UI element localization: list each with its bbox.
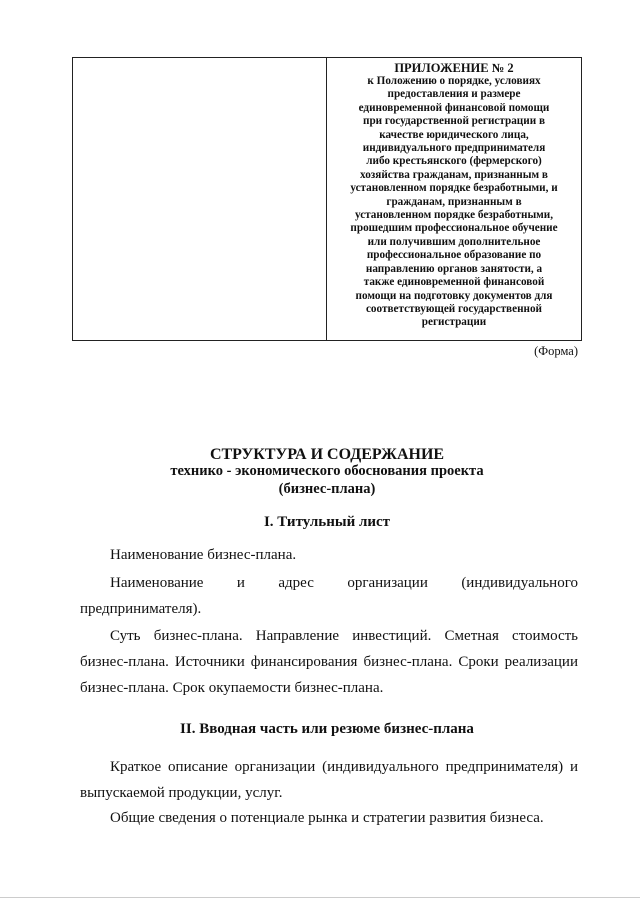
appendix-line: профессиональное образование по: [366, 249, 542, 262]
section-1-paragraph-2-line-2: предпринимателя).: [80, 601, 202, 617]
appendix-line: гражданам, признанным в: [386, 195, 522, 208]
appendix-line: установленном порядке безработными, и: [350, 182, 558, 195]
appendix-table: [72, 57, 582, 341]
appendix-line: предоставления и размере: [387, 88, 521, 101]
appendix-line: установленном порядке безработными,: [354, 209, 554, 222]
appendix-title: ПРИЛОЖЕНИЕ № 2: [394, 61, 514, 75]
appendix-line: индивидуального предпринимателя: [362, 142, 546, 155]
appendix-line: при государственной регистрации в: [363, 115, 545, 128]
appendix-line: хозяйства гражданам, признанным в: [360, 168, 548, 181]
appendix-line: прошедшим профессиональное обучение: [350, 222, 558, 235]
appendix-line: качестве юридического лица,: [379, 128, 529, 141]
page-edge-line: [0, 897, 640, 898]
appendix-line: единовременной финансовой помощи: [358, 101, 550, 114]
section-1-paragraph-3: Суть бизнес-плана. Направление инвестиций. Сметная стоимость бизнес-плана. Источники финансирования бизнес-плана. Сроки реализации бизнес-плана. Срок окупаемости бизнес-плана.: [80, 628, 578, 696]
appendix-caption: [327, 58, 581, 340]
appendix-line: направлению органов занятости, а: [365, 262, 543, 275]
appendix-line: либо крестьянского (фермерского): [366, 155, 542, 168]
appendix-line: регистрации: [421, 316, 487, 329]
document-title: СТРУКТУРА И СОДЕРЖАНИЕ: [209, 446, 445, 463]
appendix-line: или получившим дополнительное: [367, 235, 541, 248]
document-subtitle: технико - экономического обоснования проекта: [170, 463, 484, 479]
section-1-heading: I. Титульный лист: [263, 514, 391, 530]
document-subtitle-2: (бизнес-плана): [278, 481, 376, 497]
appendix-line: помощи на подготовку документов для: [355, 289, 553, 302]
appendix-table-empty-cell: [73, 58, 327, 340]
section-2-paragraph-1: Краткое описание организации (индивидуального предпринимателя) и выпускаемой продукции, услуг.: [80, 759, 578, 801]
section-1-paragraph-2-line-1: Наименование и адрес организации (индивидуального: [110, 575, 578, 591]
appendix-line: к Положению о порядке, условиях: [367, 75, 541, 87]
appendix-line: также единовременной финансовой: [363, 276, 545, 289]
appendix-line: соответствующей государственной: [365, 302, 543, 315]
section-2-paragraph-2: Общие сведения о потенциале рынка и стратегии развития бизнеса.: [110, 810, 544, 826]
section-1-paragraph-1: Наименование бизнес-плана.: [110, 547, 297, 563]
form-label: (Форма): [534, 344, 578, 358]
section-2-heading: II. Вводная часть или резюме бизнес-плана: [180, 721, 474, 737]
